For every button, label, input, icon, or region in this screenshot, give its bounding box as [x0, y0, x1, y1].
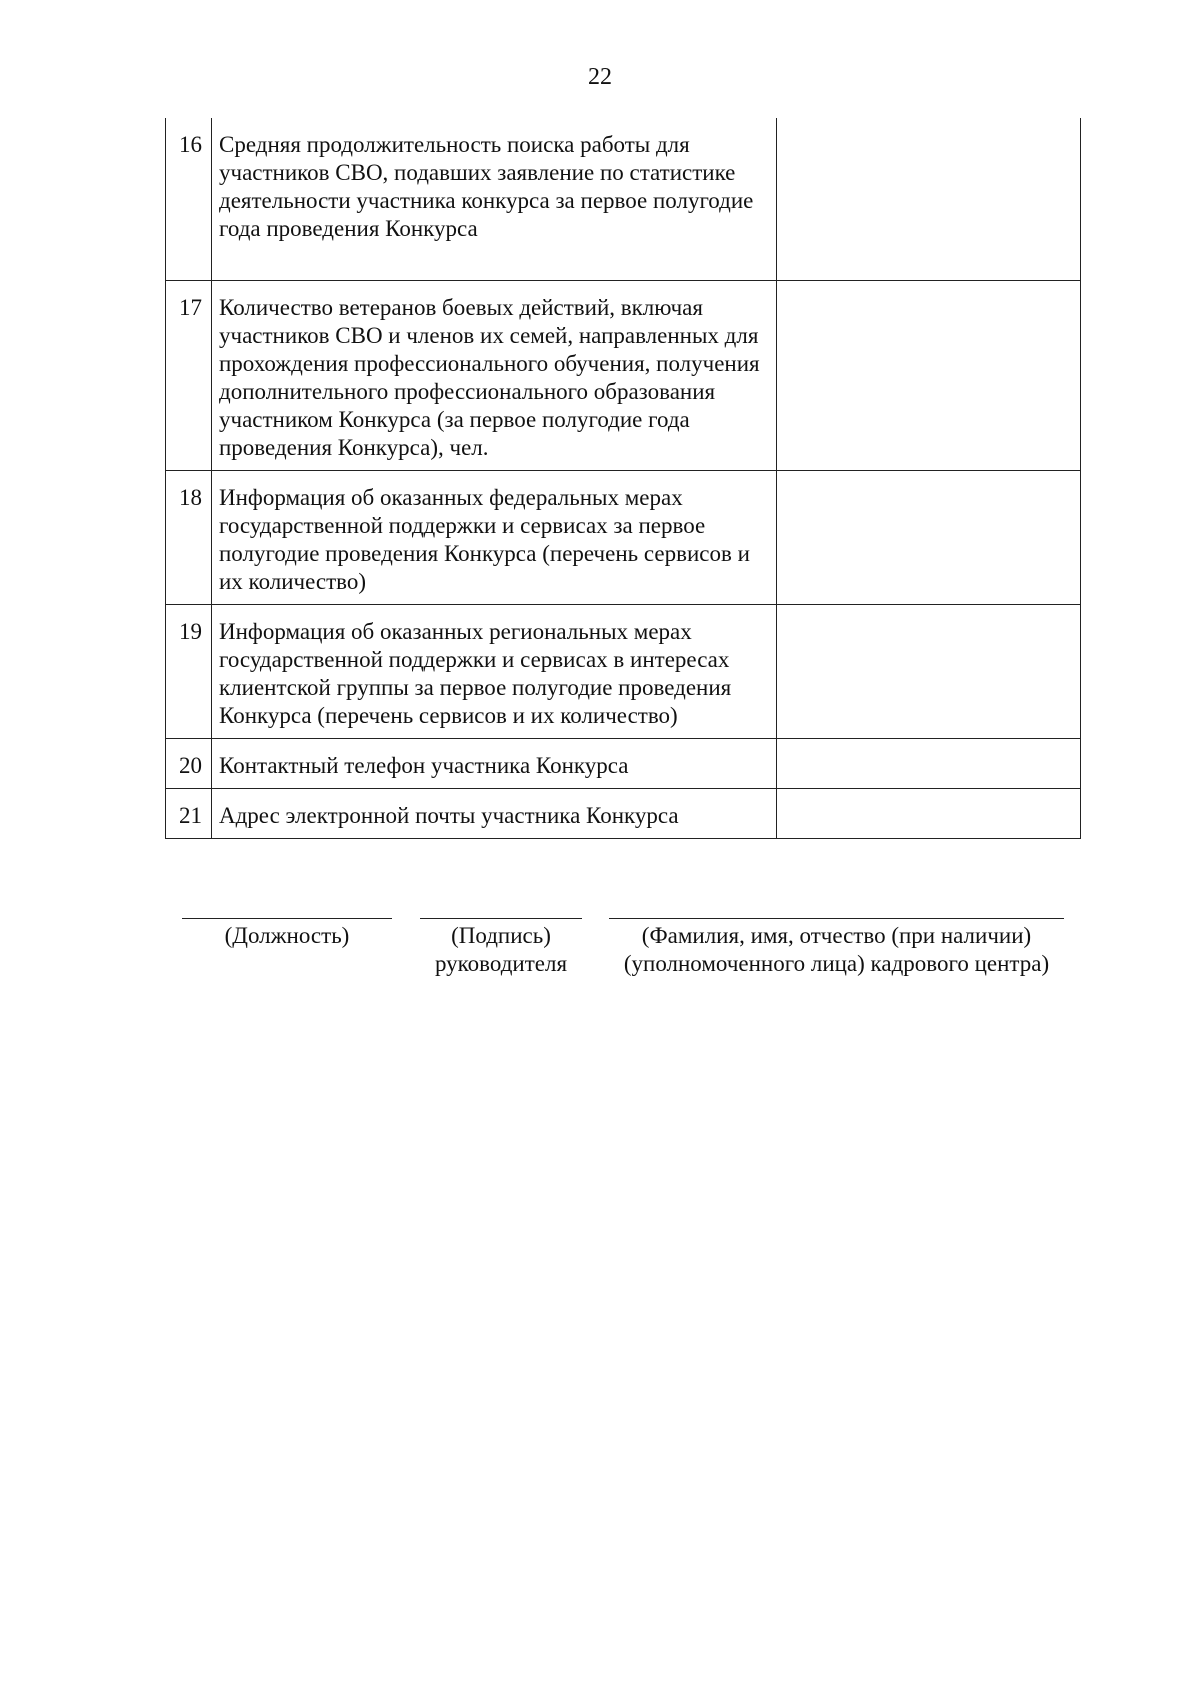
- table-row: [166, 280, 1081, 470]
- row-description: Количество ветеранов боевых действий, включая участников СВО и членов их семей, направленных для прохождения профессионального обучения, получения дополнительного профессионального образования участником Конкурса (за первое полугодие года проведения Конкурса), чел.: [212, 280, 777, 470]
- row-description: Средняя продолжительность поиска работы для участников СВО, подавших заявление по статистике деятельности участника конкурса за первое полугодие года проведения Конкурса: [212, 118, 777, 280]
- row-number: 20: [166, 738, 212, 788]
- full-name-label: (Фамилия, имя, отчество (при наличии): [641, 923, 1032, 948]
- position-label: (Должность): [224, 923, 350, 948]
- row-number: 19: [166, 604, 212, 738]
- row-value-field[interactable]: [777, 788, 1081, 838]
- report-form-table: [165, 118, 1081, 839]
- row-description: Адрес электронной почты участника Конкурса: [212, 788, 777, 838]
- row-value-field[interactable]: [777, 470, 1081, 604]
- row-number: 18: [166, 470, 212, 604]
- table-row: [166, 118, 1081, 280]
- signature-field[interactable]: [420, 918, 582, 978]
- full-name-field[interactable]: [609, 918, 1064, 978]
- table-row: [166, 738, 1081, 788]
- signature-label: (Подпись): [451, 923, 551, 948]
- signature-block: [0, 918, 1200, 998]
- page-number: 22: [588, 64, 612, 90]
- row-number: 21: [166, 788, 212, 838]
- row-description: Контактный телефон участника Конкурса: [212, 738, 777, 788]
- table-row: [166, 470, 1081, 604]
- row-description: Информация об оказанных региональных мерах государственной поддержки и сервисах в интересах клиентской группы за первое полугодие проведения Конкурса (перечень сервисов и их количество): [212, 604, 777, 738]
- row-value-field[interactable]: [777, 280, 1081, 470]
- signature-sublabel: руководителя: [434, 951, 568, 976]
- table-row: [166, 788, 1081, 838]
- row-description: Информация об оказанных федеральных мерах государственной поддержки и сервисах за первое полугодие проведения Конкурса (перечень сервисов и их количество): [212, 470, 777, 604]
- position-field[interactable]: [182, 918, 392, 950]
- row-number: 16: [166, 118, 212, 280]
- row-number: 17: [166, 280, 212, 470]
- row-value-field[interactable]: [777, 738, 1081, 788]
- row-value-field[interactable]: [777, 604, 1081, 738]
- full-name-sublabel: (уполномоченного лица) кадрового центра): [623, 951, 1050, 976]
- table-row: [166, 604, 1081, 738]
- row-value-field[interactable]: [777, 118, 1081, 280]
